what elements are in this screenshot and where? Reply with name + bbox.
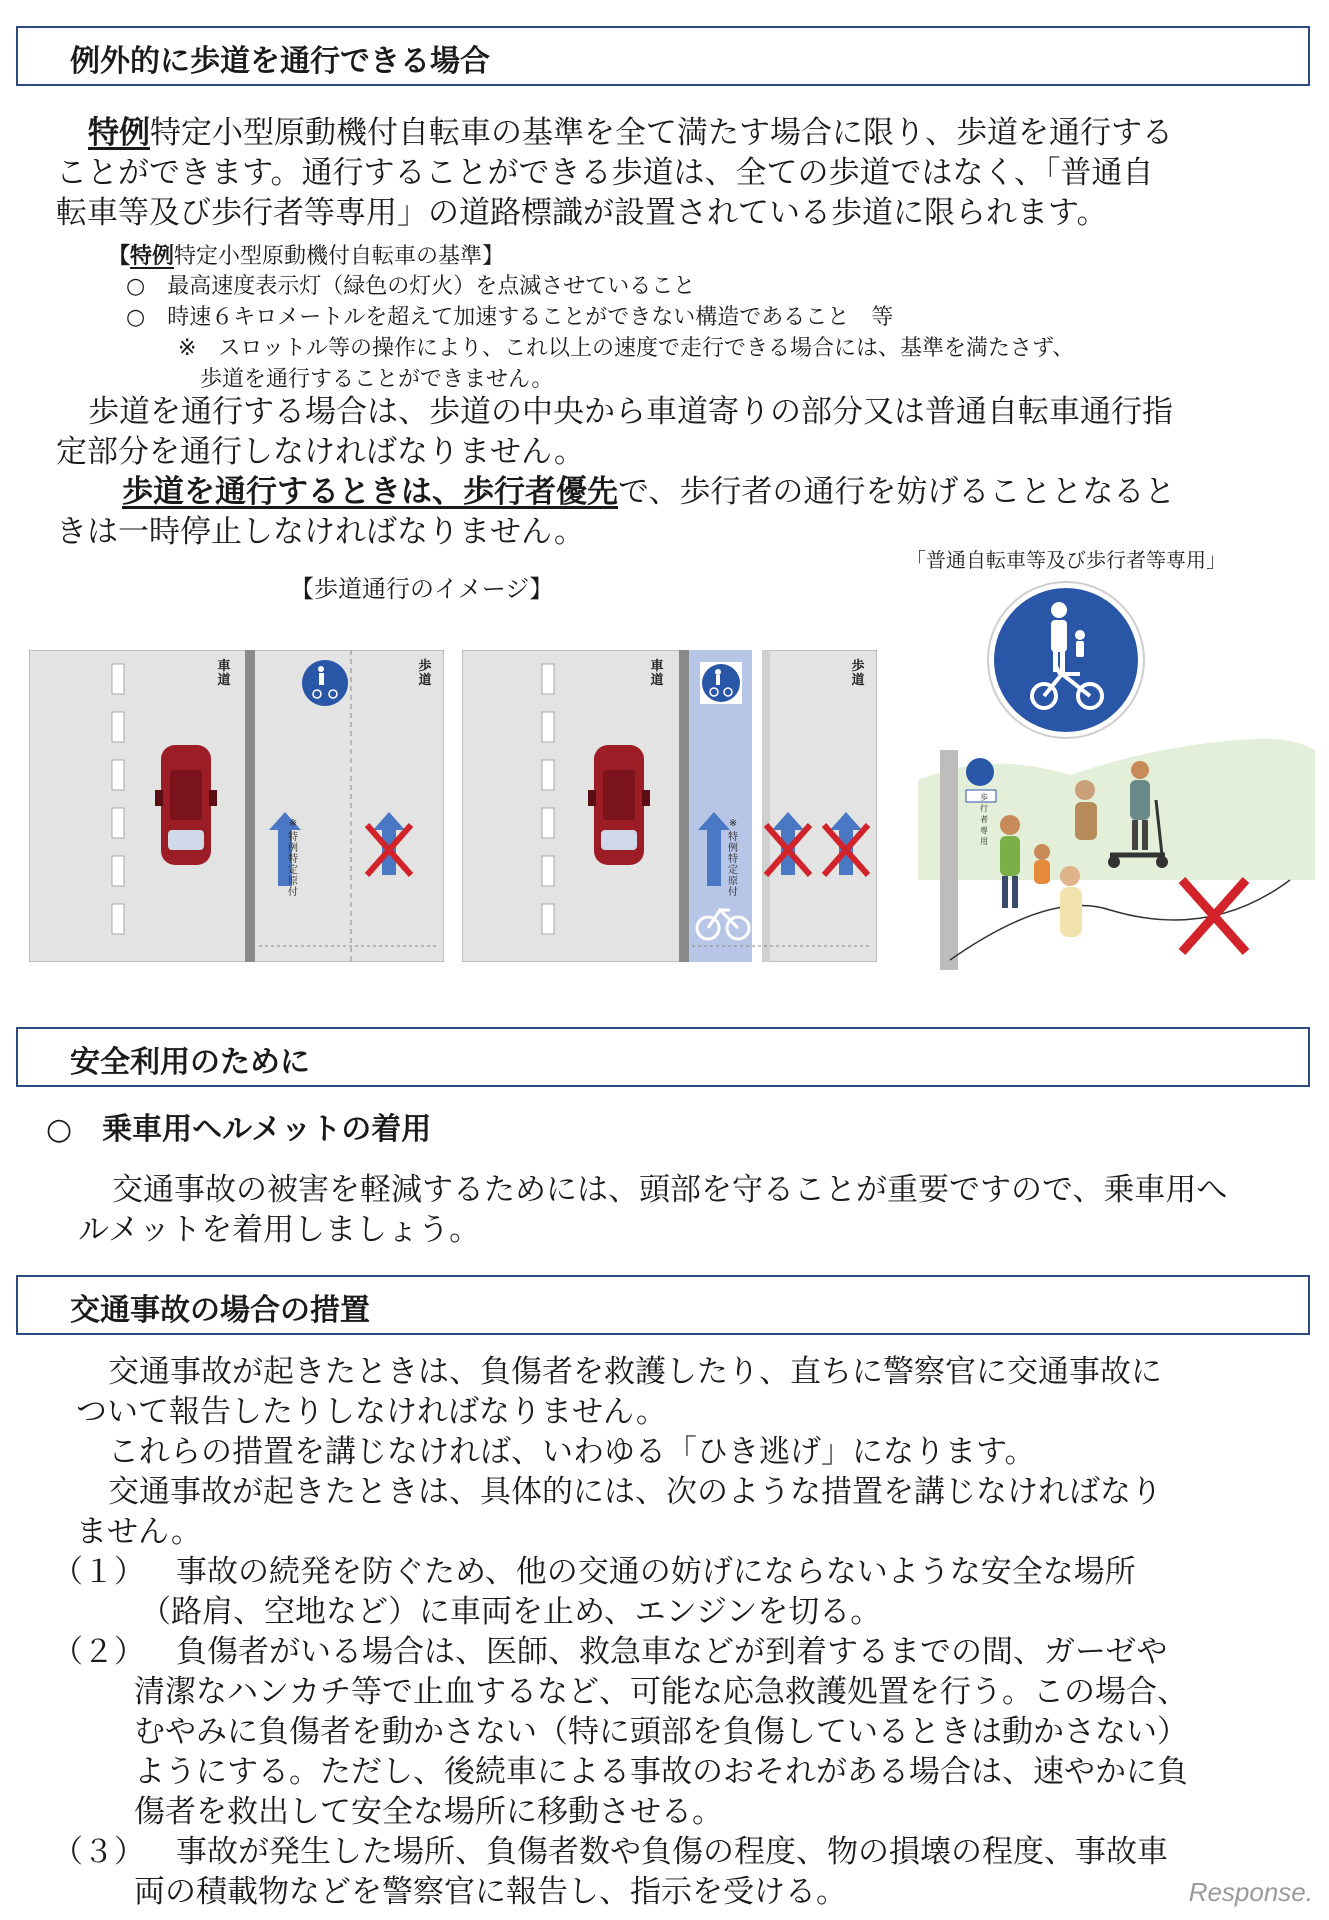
- sidewalk-label-2: 歩 道: [851, 659, 865, 688]
- section-title: 安全利用のために: [70, 1045, 310, 1080]
- section-header-accident-measures: [16, 1275, 1310, 1335]
- sign-caption: 「普通自転車等及び歩行者等専用」: [906, 548, 1226, 572]
- paragraph-1-line-1: 特例特定小型原動機付自転車の基準を全て満たす場合に限り、歩道を通行する: [88, 115, 1173, 151]
- item-1-line-2: （路肩、空地など）に車両を止め、エンジンを切る。: [140, 1594, 882, 1630]
- criteria-heading: 【特例特定小型原動機付自転車の基準】: [108, 244, 505, 269]
- road-diagram-1-svg: [29, 650, 444, 962]
- road-label-2: 車 道: [650, 659, 664, 688]
- criteria-note-1: ※ スロットル等の操作により、これ以上の速度で走行できる場合には、基準を満たさず、: [178, 336, 1075, 361]
- image-caption: 【歩道通行のイメージ】: [290, 575, 554, 603]
- road-label-1: 車 道: [217, 659, 231, 688]
- paragraph-2-line-2: 定部分を通行しなければなりません。: [56, 434, 585, 470]
- item-2-line-2: 清潔なハンカチ等で止血するなど、可能な応急救護処置を行う。この場合、: [134, 1674, 1188, 1710]
- helmet-line-2: ルメットを着用しましょう。: [78, 1212, 481, 1248]
- road-diagram-1: [29, 650, 444, 962]
- accident-line-1: 交通事故が起きたときは、負傷者を救護したり、直ちに警察官に交通事故に: [108, 1354, 1162, 1390]
- sidewalk-sign-icon: [302, 660, 348, 706]
- paragraph-1-line-2: ことができます。通行することができる歩道は、全ての歩道ではなく、「普通自: [56, 155, 1154, 191]
- cross-mark-icon: [1182, 880, 1246, 952]
- small-sign-icon: [966, 758, 994, 786]
- accident-line-3: これらの措置を講じなければ、いわゆる「ひき逃げ」になります。: [108, 1434, 1036, 1470]
- paragraph-2-line-1: 歩道を通行する場合は、歩道の中央から車道寄りの部分又は普通自転車通行指: [88, 394, 1173, 430]
- item-2-line-3: むやみに負傷者を動かさない（特に頭部を負傷しているときは動かさない）: [134, 1714, 1188, 1750]
- tokurei-bold: 特例: [88, 115, 150, 151]
- paragraph-1-line-3: 転車等及び歩行者等専用」の道路標識が設置されている歩道に限られます。: [56, 195, 1108, 231]
- accident-line-4: 交通事故が起きたときは、具体的には、次のような措置を講じなければなり: [108, 1474, 1162, 1510]
- item-3-line-2: 両の積載物などを警察官に報告し、指示を受ける。: [134, 1874, 847, 1910]
- item-2-line-4: ようにする。ただし、後続車による事故のおそれがある場合は、速やかに負: [134, 1754, 1188, 1790]
- criteria-item-1: ○ 最高速度表示灯（緑色の灯火）を点滅させていること: [126, 274, 696, 299]
- road-diagram-2-svg: [462, 650, 877, 962]
- section-header-sidewalk-exception: [16, 26, 1310, 86]
- accident-line-2: ついて報告したりしなければなりません。: [76, 1394, 667, 1430]
- sidewalk-label-1: 歩 道: [418, 659, 432, 688]
- criteria-item-2: ○ 時速６キロメートルを超えて加速することができない構造であること 等: [126, 305, 894, 330]
- accident-line-5: ません。: [76, 1514, 202, 1550]
- vehicle-note-2: ※: [728, 818, 738, 829]
- bicycle-sidewalk-sign-icon: [700, 662, 742, 704]
- vehicle-label-2: 特 例 特 定 原 付: [728, 832, 738, 898]
- car-icon: [155, 745, 217, 865]
- paragraph-3-line-1: 歩道を通行するときは、歩行者優先で、歩行者の通行を妨げることとなると: [122, 474, 1176, 510]
- bicycle-pedestrian-sign-icon: [988, 582, 1144, 738]
- vehicle-note-1: ※: [288, 818, 298, 829]
- item-3-number: （３）: [52, 1834, 145, 1870]
- car-icon: [588, 745, 650, 865]
- section-title: 交通事故の場合の措置: [70, 1293, 370, 1328]
- road-diagram-2: [462, 650, 877, 962]
- small-sign-label: 歩 行 者 専 用: [980, 793, 988, 846]
- item-2-line-1: 負傷者がいる場合は、医師、救急車などが到着するまでの間、ガーゼや: [176, 1634, 1168, 1670]
- criteria-note-2: 歩道を通行することができません。: [200, 367, 554, 392]
- paragraph-3-line-2: きは一時停止しなければなりません。: [56, 514, 585, 550]
- helmet-line-1: 交通事故の被害を軽減するためには、頭部を守ることが重要ですので、乗車用へ: [112, 1172, 1228, 1208]
- item-2-number: （２）: [52, 1634, 145, 1670]
- item-3-line-1: 事故が発生した場所、負傷者数や負傷の程度、物の損壊の程度、事故車: [176, 1834, 1168, 1870]
- pedestrian-priority-bold: 歩道を通行するときは、歩行者優先: [122, 474, 618, 510]
- item-1-number: （１）: [52, 1554, 145, 1590]
- section-title: 例外的に歩道を通行できる場合: [70, 44, 490, 79]
- item-1-line-1: 事故の続発を防ぐため、他の交通の妨げにならないような安全な場所: [176, 1554, 1136, 1590]
- pole-icon: [940, 750, 958, 970]
- section-header-safe-use: [16, 1027, 1310, 1087]
- helmet-heading: ○ 乗車用ヘルメットの着用: [46, 1112, 432, 1147]
- item-2-line-5: 傷者を救出して安全な場所に移動させる。: [134, 1794, 723, 1830]
- vehicle-label-1: 特 例 特 定 原 付: [288, 832, 298, 898]
- watermark: Response.: [1188, 1877, 1313, 1907]
- sign-illustration: [910, 580, 1320, 990]
